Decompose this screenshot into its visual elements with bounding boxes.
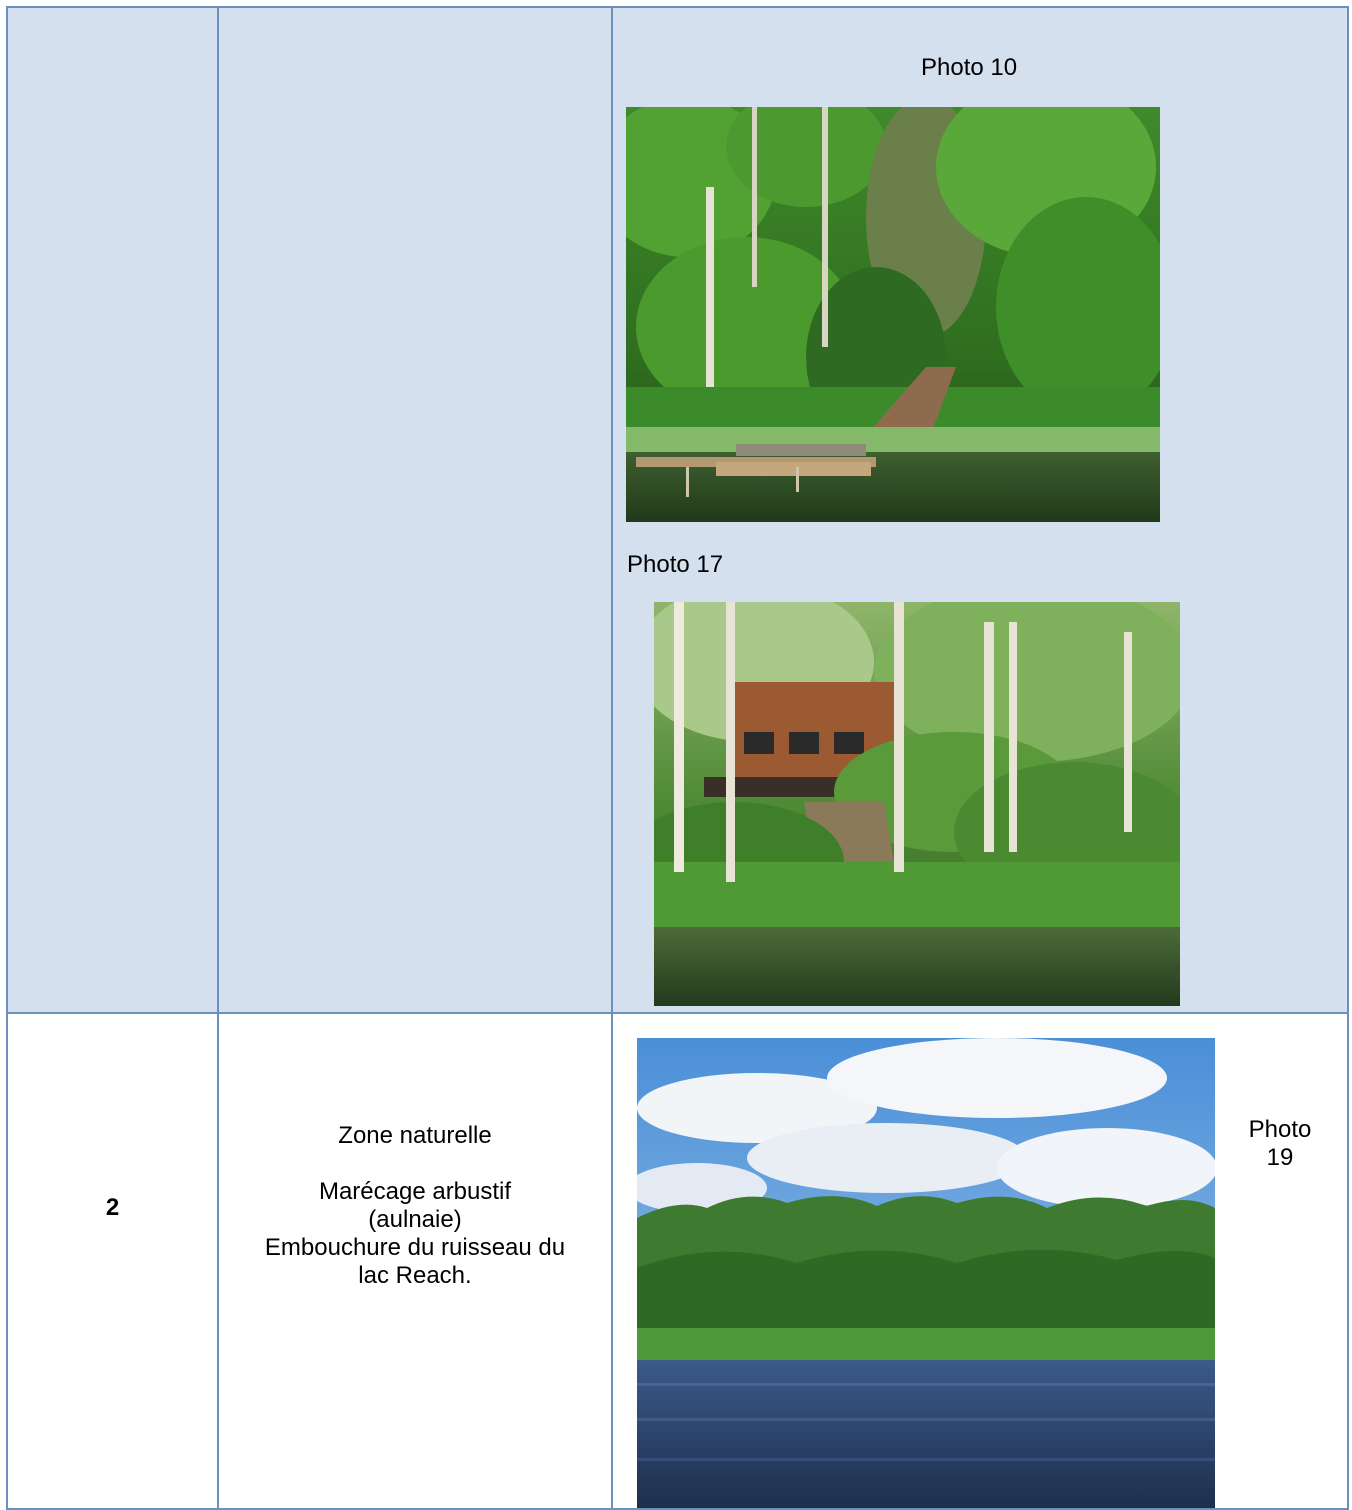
zone-description-cell xyxy=(218,7,612,1013)
zone-desc-line: Marécage arbustif xyxy=(318,1178,512,1205)
zone-photos-cell xyxy=(612,7,1348,1013)
zone-number: 2 xyxy=(105,1194,120,1221)
photo-19-label-line: Photo xyxy=(1248,1116,1312,1143)
photo-19-label xyxy=(1235,1116,1325,1172)
photo-10-image xyxy=(626,107,1160,522)
zone-number-cell xyxy=(7,7,218,1013)
photo-10-label: Photo 10 xyxy=(921,54,1018,81)
photo-19-alder-swamp-illustration xyxy=(637,1038,1215,1508)
table-row xyxy=(7,7,1348,1013)
photo-17-birch-cabin-illustration xyxy=(654,602,1180,1006)
photo-17-label: Photo 17 xyxy=(627,551,724,578)
table-row xyxy=(7,1013,1348,1509)
zone-description xyxy=(219,1122,611,1290)
zone-description-cell xyxy=(218,1013,612,1509)
zone-desc-line: lac Reach. xyxy=(358,1262,472,1289)
zone-title: Zone naturelle xyxy=(338,1122,492,1149)
zone-table xyxy=(6,6,1349,1510)
photo-19-image xyxy=(637,1038,1215,1508)
zone-desc-line: Embouchure du ruisseau du xyxy=(264,1234,566,1261)
zone-desc-line: (aulnaie) xyxy=(368,1206,462,1233)
zone-photos-cell xyxy=(612,1013,1348,1509)
photo-17-image xyxy=(654,602,1180,1006)
zone-number-cell xyxy=(7,1013,218,1509)
spacer xyxy=(219,1150,611,1178)
photo-10-lakeshore-dock-illustration xyxy=(626,107,1160,522)
photo-19-label-line: 19 xyxy=(1266,1144,1294,1171)
